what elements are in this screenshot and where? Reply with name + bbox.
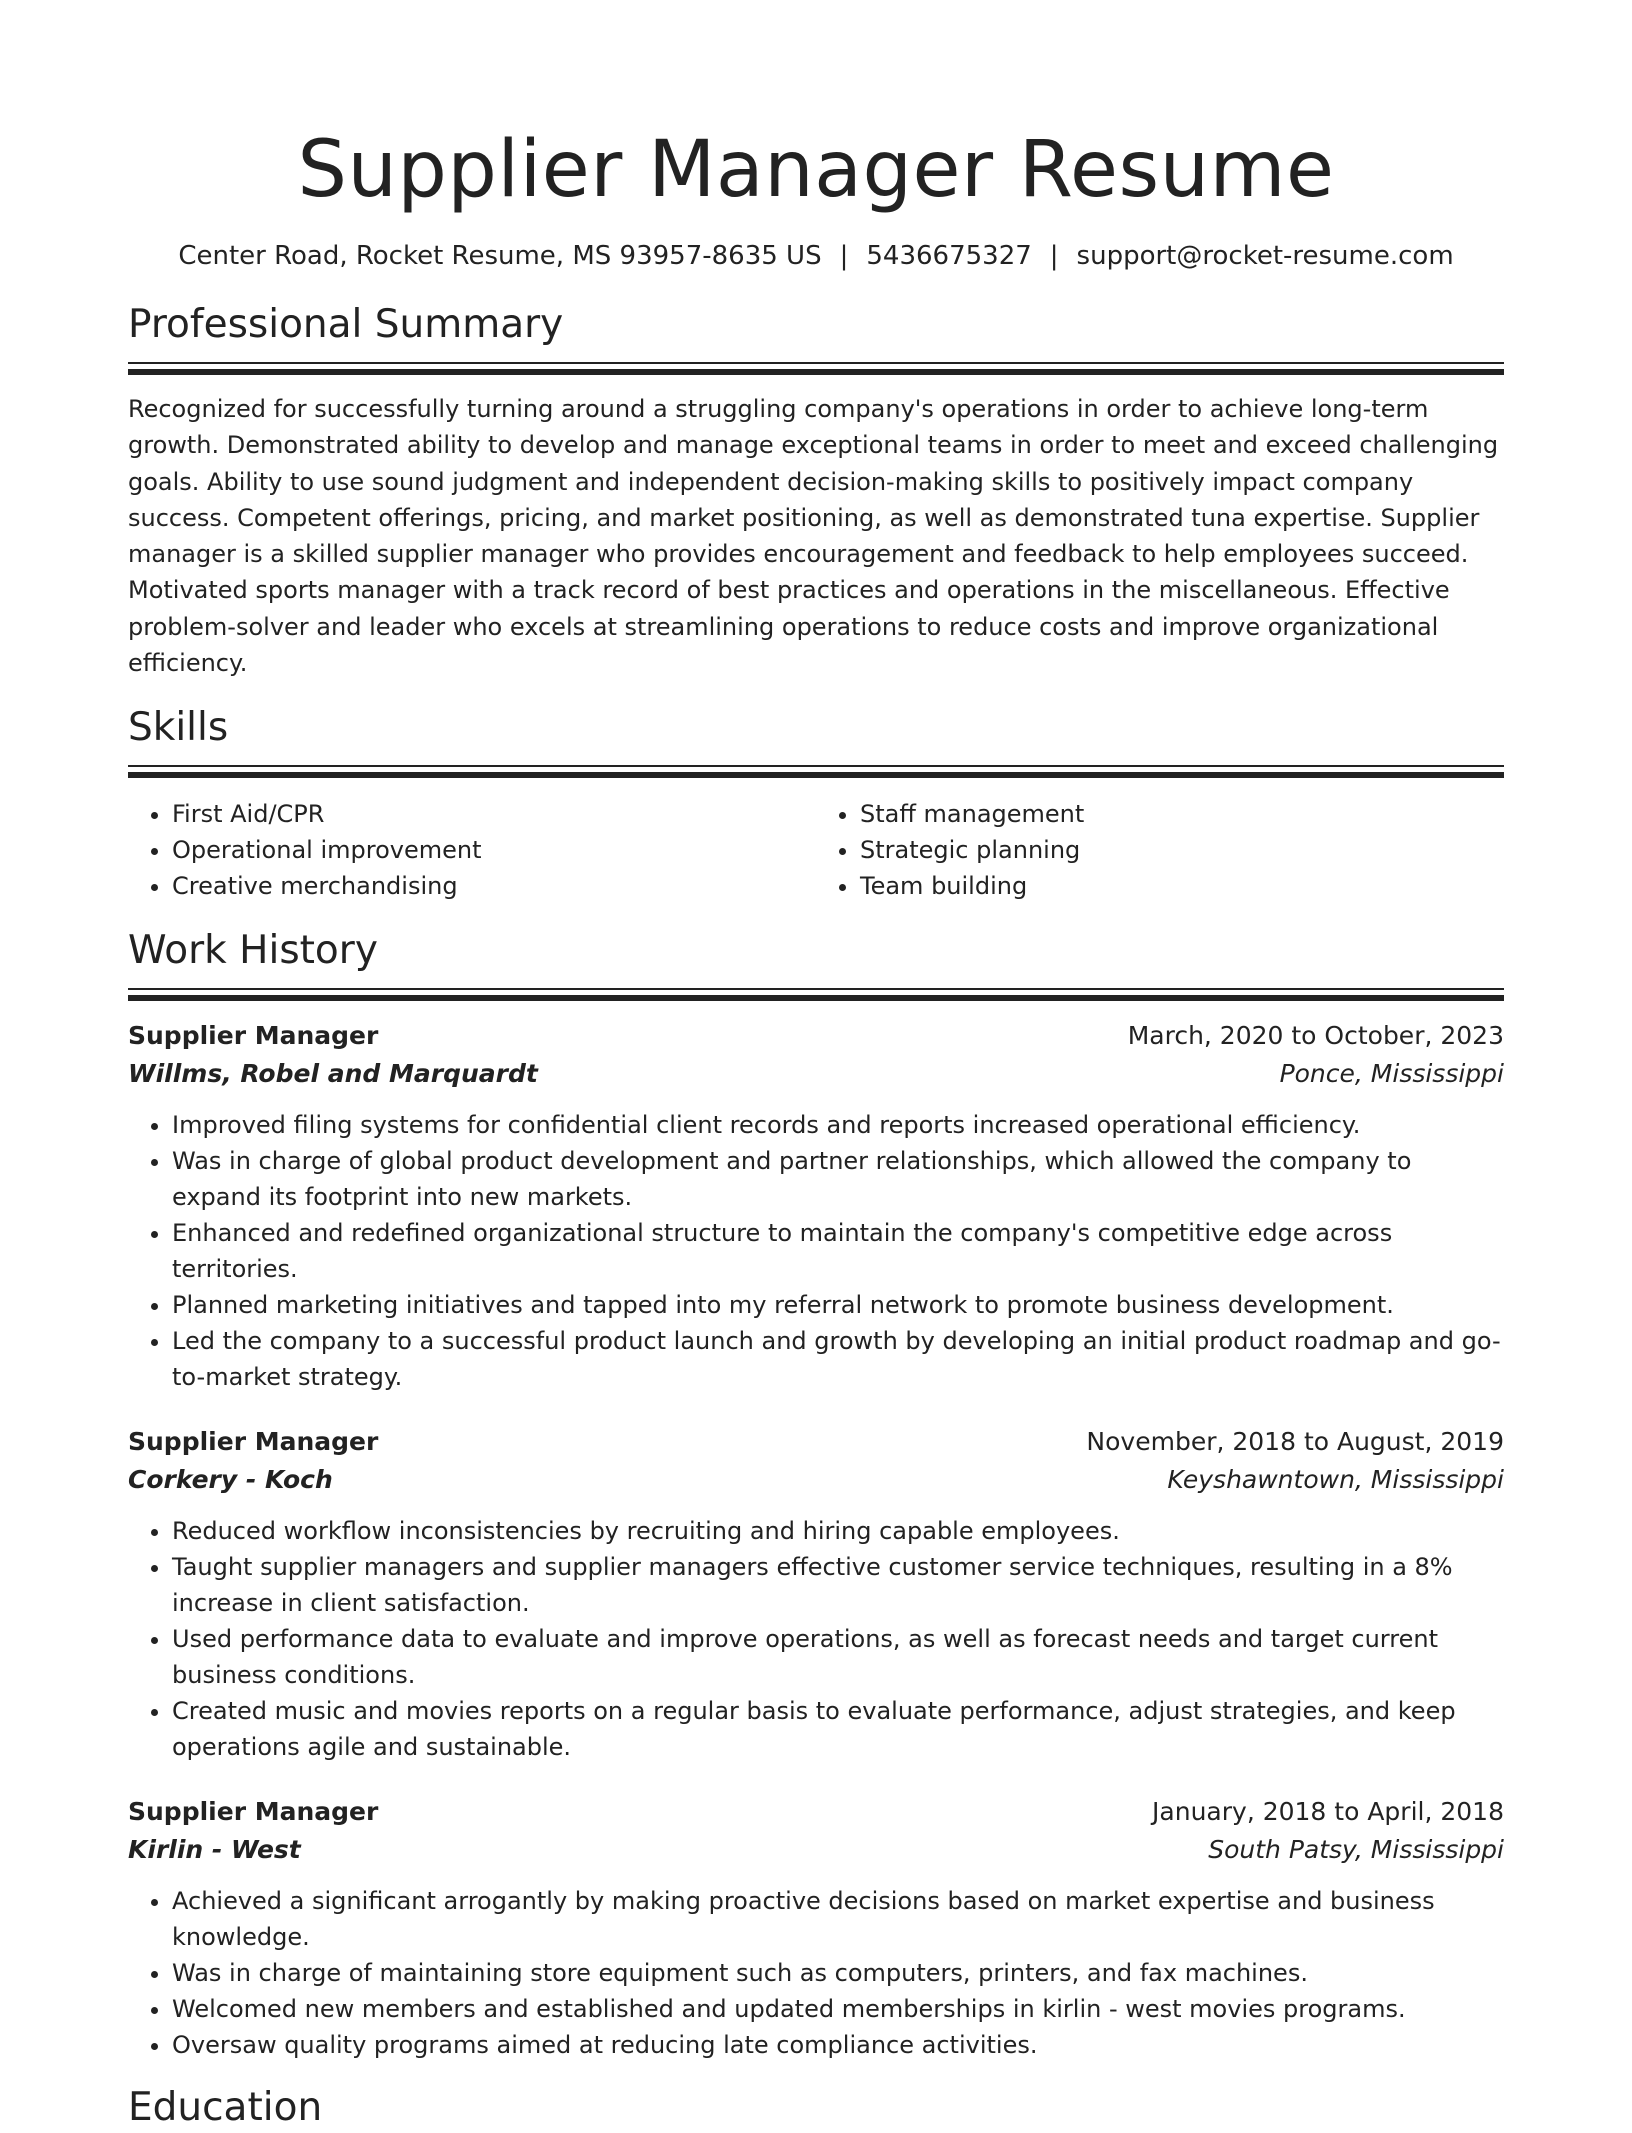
job-entry [128,1017,1504,1395]
skill-item: • Staff management [860,796,1504,832]
duty-item: • Enhanced and redefined organizational structure to maintain the company's competitive edge across territories. [172,1215,1504,1287]
skills-section [128,703,1504,904]
duty-item: • Led the company to a successful product launch and growth by developing an initial product roadmap and go-to-market strategy. [172,1323,1504,1395]
job-title: Supplier Manager [128,1021,379,1051]
education-section [128,2083,1504,2133]
skills-list-right [816,796,1504,904]
skill-item: • Strategic planning [860,832,1504,868]
job-location: South Patsy, Mississippi [1208,1835,1504,1865]
section-divider [128,765,1504,780]
job-dates: January, 2018 to April, 2018 [1152,1797,1504,1827]
contact-separator: | [1049,241,1059,271]
section-heading-skills: Skills [128,705,229,751]
section-heading-summary: Professional Summary [128,302,564,347]
contact-address: Center Road, Rocket Resume, MS 93957-8635 US [178,241,822,271]
job-company-row [128,1831,1504,1869]
duty-item: • Reduced workflow inconsistencies by recruiting and hiring capable employees. [172,1513,1504,1549]
skill-item: • First Aid/CPR [172,796,816,832]
job-company-row [128,1461,1504,1499]
resume-page [128,0,1504,2133]
job-entry [128,1423,1504,1765]
job-duties [128,1107,1504,1395]
job-duties [128,1513,1504,1765]
job-location: Keyshawntown, Mississippi [1167,1465,1504,1495]
contact-email: support@rocket-resume.com [1076,241,1454,271]
job-company-row [128,1055,1504,1093]
job-location: Ponce, Mississippi [1279,1059,1504,1089]
job-title: Supplier Manager [128,1427,379,1457]
section-heading-education: Education [128,2085,323,2131]
job-header-row [128,1793,1504,1831]
duty-item: • Was in charge of global product development and partner relationships, which allowed the company to expand its footprint into new markets. [172,1143,1504,1215]
summary-section [128,300,1504,681]
resume-title: Supplier Manager Resume [297,125,1335,215]
contact-line [128,238,1504,274]
skill-item: • Team building [860,868,1504,904]
duty-item: • Improved filing systems for confidential client records and reports increased operational efficiency. [172,1107,1504,1143]
section-heading-work-history: Work History [128,928,378,974]
contact-separator: | [839,241,849,271]
work-history-section [128,926,1504,2063]
skills-list-left [128,796,816,904]
duty-item: • Used performance data to evaluate and improve operations, as well as forecast needs and target current business conditions. [172,1621,1504,1693]
duty-item: • Created music and movies reports on a regular basis to evaluate performance, adjust strategies, and keep operations agile and sustainable. [172,1693,1504,1765]
job-dates: March, 2020 to October, 2023 [1127,1021,1504,1051]
duty-item: • Planned marketing initiatives and tapped into my referral network to promote business development. [172,1287,1504,1323]
job-header-row [128,1017,1504,1055]
duty-item: • Taught supplier managers and supplier managers effective customer service techniques, resulting in a 8% increase in client satisfaction. [172,1549,1504,1621]
duty-item: • Achieved a significant arrogantly by making proactive decisions based on market expertise and business knowledge. [172,1883,1504,1955]
job-company: Willms, Robel and Marquardt [128,1059,538,1089]
section-divider [128,362,1504,377]
job-duties [128,1883,1504,2063]
duty-item: • Was in charge of maintaining store equipment such as computers, printers, and fax machines. [172,1955,1504,1991]
duty-item: • Welcomed new members and established and updated memberships in kirlin - west movies programs. [172,1991,1504,2027]
job-dates: November, 2018 to August, 2019 [1086,1427,1504,1457]
skills-columns [128,796,1504,904]
job-company: Corkery - Koch [128,1465,333,1495]
job-entry [128,1793,1504,2063]
duty-item: • Oversaw quality programs aimed at reducing late compliance activities. [172,2027,1504,2063]
skill-item: • Operational improvement [172,832,816,868]
job-title: Supplier Manager [128,1797,379,1827]
job-company: Kirlin - West [128,1835,301,1865]
section-divider [128,988,1504,1003]
summary-text: Recognized for successfully turning around a struggling company's operations in order to achieve long-term growth. Demonstrated ability to develop and manage exceptional teams in order to meet and exceed challenging goals. Ability to use sound judgment and independent decision-making skills to positively impact company success. Competent offerings, pricing, and market positioning, as well as demonstrated tuna expertise. Supplier manager is a skilled supplier manager who provides encouragement and feedback to help employees succeed. Motivated sports manager with a track record of best practices and operations in the miscellaneous. Effective problem-solver and leader who excels at streamlining operations to reduce costs and improve organizational efficiency. [128,395,1499,678]
skill-item: • Creative merchandising [172,868,816,904]
contact-phone: 5436675327 [866,241,1032,271]
job-header-row [128,1423,1504,1461]
